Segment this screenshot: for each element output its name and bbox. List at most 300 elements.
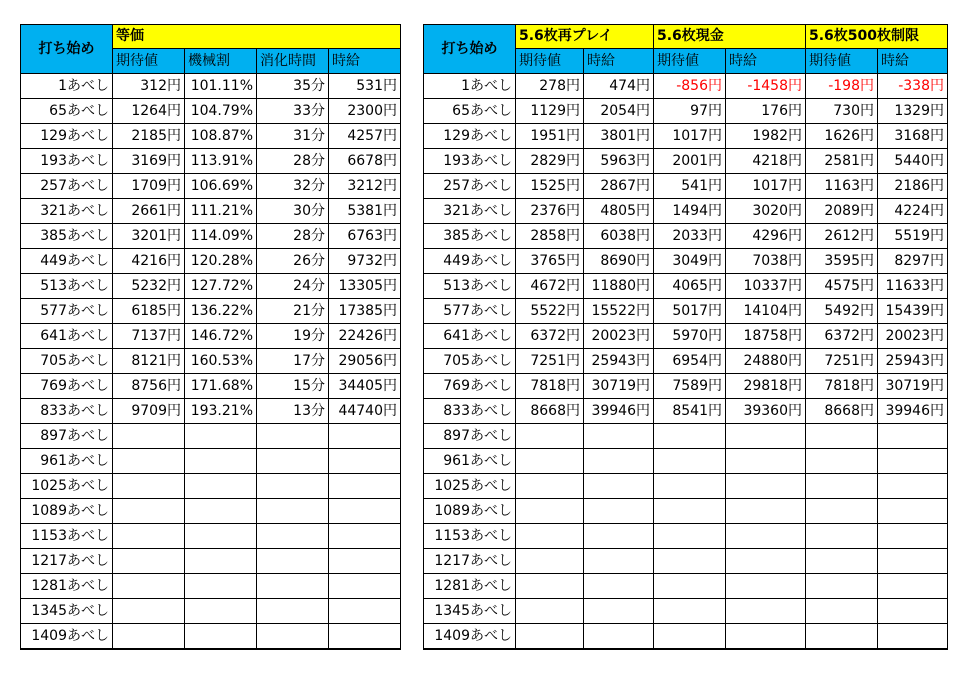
table-row bbox=[424, 549, 948, 574]
row-label: 129あべし bbox=[21, 124, 113, 149]
table-row bbox=[21, 124, 401, 149]
group-header-equal: 等価 bbox=[113, 25, 401, 49]
row-label: 1025あべし bbox=[21, 474, 113, 499]
table-cell: 1626円 bbox=[806, 124, 878, 149]
table-cell: 18758円 bbox=[726, 324, 806, 349]
table-row bbox=[21, 149, 401, 174]
table-cell: 2089円 bbox=[806, 199, 878, 224]
table-cell: 20023円 bbox=[878, 324, 948, 349]
table-cell: 1951円 bbox=[516, 124, 584, 149]
table-cell bbox=[257, 499, 329, 524]
row-label: 321あべし bbox=[424, 199, 516, 224]
start-header: 打ち始め bbox=[424, 25, 516, 74]
table-cell: 6954円 bbox=[654, 349, 726, 374]
table-cell: 1163円 bbox=[806, 174, 878, 199]
table-cell: -338円 bbox=[878, 74, 948, 99]
table-row bbox=[424, 474, 948, 499]
table-cell: 278円 bbox=[516, 74, 584, 99]
table-cell bbox=[185, 574, 257, 599]
table-cell: 2033円 bbox=[654, 224, 726, 249]
table-row bbox=[424, 599, 948, 624]
table-cell: 7038円 bbox=[726, 249, 806, 274]
table-cell: 2054円 bbox=[584, 99, 654, 124]
table-cell bbox=[257, 549, 329, 574]
table-cell: 5440円 bbox=[878, 149, 948, 174]
table-cell bbox=[185, 624, 257, 650]
table-cell bbox=[329, 624, 401, 650]
table-cell: 17385円 bbox=[329, 299, 401, 324]
table-cell: 3201円 bbox=[113, 224, 185, 249]
table-row bbox=[21, 624, 401, 650]
table-cell bbox=[185, 474, 257, 499]
table-cell: 5522円 bbox=[516, 299, 584, 324]
row-label: 577あべし bbox=[424, 299, 516, 324]
table-cell: 19分 bbox=[257, 324, 329, 349]
table-cell: 106.69% bbox=[185, 174, 257, 199]
table-cell: 2581円 bbox=[806, 149, 878, 174]
row-label: 193あべし bbox=[424, 149, 516, 174]
row-label: 961あべし bbox=[21, 449, 113, 474]
table-cell bbox=[329, 574, 401, 599]
table-cell bbox=[257, 624, 329, 650]
row-label: 65あべし bbox=[424, 99, 516, 124]
table-row bbox=[424, 249, 948, 274]
table-cell bbox=[185, 524, 257, 549]
group-header: 5.6枚500枚制限 bbox=[806, 25, 948, 49]
row-label: 257あべし bbox=[21, 174, 113, 199]
table-cell: 3169円 bbox=[113, 149, 185, 174]
table-cell bbox=[726, 449, 806, 474]
table-cell: 33分 bbox=[257, 99, 329, 124]
table-cell: 6678円 bbox=[329, 149, 401, 174]
table-cell: 4805円 bbox=[584, 199, 654, 224]
table-cell: 4216円 bbox=[113, 249, 185, 274]
table-cell: 5381円 bbox=[329, 199, 401, 224]
table-row bbox=[424, 274, 948, 299]
table-cell: 113.91% bbox=[185, 149, 257, 174]
table-cell bbox=[654, 599, 726, 624]
table-cell: 7589円 bbox=[654, 374, 726, 399]
column-header: 時給 bbox=[584, 49, 654, 74]
table-cell bbox=[113, 624, 185, 650]
table-cell: 3049円 bbox=[654, 249, 726, 274]
row-label: 577あべし bbox=[21, 299, 113, 324]
table-row bbox=[424, 149, 948, 174]
table-cell: 1525円 bbox=[516, 174, 584, 199]
group-header: 5.6枚再プレイ bbox=[516, 25, 654, 49]
table-cell: 25943円 bbox=[878, 349, 948, 374]
table-cell: 39946円 bbox=[584, 399, 654, 424]
table-cell: 312円 bbox=[113, 74, 185, 99]
table-cell: 3212円 bbox=[329, 174, 401, 199]
row-label: 65あべし bbox=[21, 99, 113, 124]
table-row bbox=[21, 524, 401, 549]
table-cell bbox=[806, 474, 878, 499]
table-cell bbox=[584, 449, 654, 474]
table-cell bbox=[584, 574, 654, 599]
table-cell bbox=[329, 549, 401, 574]
row-label: 1409あべし bbox=[21, 624, 113, 650]
row-label: 449あべし bbox=[21, 249, 113, 274]
table-cell: 2300円 bbox=[329, 99, 401, 124]
table-cell: 8756円 bbox=[113, 374, 185, 399]
table-row bbox=[424, 424, 948, 449]
table-cell: 160.53% bbox=[185, 349, 257, 374]
table-cell: 2829円 bbox=[516, 149, 584, 174]
table-cell bbox=[806, 599, 878, 624]
row-label: 1089あべし bbox=[424, 499, 516, 524]
table-row bbox=[424, 324, 948, 349]
table-row bbox=[424, 299, 948, 324]
table-cell: 5017円 bbox=[654, 299, 726, 324]
table-cell: 17分 bbox=[257, 349, 329, 374]
row-label: 1153あべし bbox=[21, 524, 113, 549]
table-cell: 31分 bbox=[257, 124, 329, 149]
table-cell: 5970円 bbox=[654, 324, 726, 349]
table-cell: 2185円 bbox=[113, 124, 185, 149]
table-cell bbox=[329, 499, 401, 524]
table-cell: 4218円 bbox=[726, 149, 806, 174]
table-cell bbox=[654, 499, 726, 524]
table-cell: 541円 bbox=[654, 174, 726, 199]
table-cell bbox=[726, 499, 806, 524]
table-cell: 8668円 bbox=[516, 399, 584, 424]
header-row bbox=[424, 25, 948, 49]
table-row bbox=[21, 374, 401, 399]
table-cell: 101.11% bbox=[185, 74, 257, 99]
table-cell: 3168円 bbox=[878, 124, 948, 149]
table-row bbox=[21, 399, 401, 424]
table-cell bbox=[726, 624, 806, 650]
table-row bbox=[21, 474, 401, 499]
table-cell: 15522円 bbox=[584, 299, 654, 324]
table-cell bbox=[516, 624, 584, 650]
table-cell bbox=[113, 424, 185, 449]
table-cell: 3765円 bbox=[516, 249, 584, 274]
table-cell: 1982円 bbox=[726, 124, 806, 149]
table-cell: 28分 bbox=[257, 224, 329, 249]
column-header: 時給 bbox=[726, 49, 806, 74]
table-cell: 1264円 bbox=[113, 99, 185, 124]
table-cell: 20023円 bbox=[584, 324, 654, 349]
table-cell: 8668円 bbox=[806, 399, 878, 424]
table-cell: 39360円 bbox=[726, 399, 806, 424]
table-cell: 6038円 bbox=[584, 224, 654, 249]
row-label: 1089あべし bbox=[21, 499, 113, 524]
table-cell bbox=[654, 474, 726, 499]
table-cell bbox=[257, 524, 329, 549]
table-cell: 2612円 bbox=[806, 224, 878, 249]
table-cell: 7818円 bbox=[806, 374, 878, 399]
table-cell: 4672円 bbox=[516, 274, 584, 299]
table-cell bbox=[257, 599, 329, 624]
row-label: 513あべし bbox=[21, 274, 113, 299]
table-cell: 97円 bbox=[654, 99, 726, 124]
table-row bbox=[424, 624, 948, 650]
table-cell: 127.72% bbox=[185, 274, 257, 299]
table-row bbox=[424, 349, 948, 374]
table-cell: -856円 bbox=[654, 74, 726, 99]
table-cell bbox=[584, 499, 654, 524]
row-label: 1345あべし bbox=[21, 599, 113, 624]
table-cell: 2376円 bbox=[516, 199, 584, 224]
table-cell: 2186円 bbox=[878, 174, 948, 199]
table-row bbox=[424, 499, 948, 524]
table-cell bbox=[806, 524, 878, 549]
table-cell bbox=[516, 499, 584, 524]
table-cell bbox=[584, 474, 654, 499]
column-header: 時給 bbox=[329, 49, 401, 74]
table-cell: 13分 bbox=[257, 399, 329, 424]
table-row bbox=[424, 199, 948, 224]
table-cell: 1017円 bbox=[654, 124, 726, 149]
table-cell bbox=[113, 549, 185, 574]
table-cell: 2867円 bbox=[584, 174, 654, 199]
table-cell: 171.68% bbox=[185, 374, 257, 399]
table-cell bbox=[726, 574, 806, 599]
table-cell bbox=[726, 424, 806, 449]
table-cell bbox=[878, 574, 948, 599]
table-cell: 21分 bbox=[257, 299, 329, 324]
table-cell: 3020円 bbox=[726, 199, 806, 224]
table-cell bbox=[113, 449, 185, 474]
table-cell bbox=[257, 574, 329, 599]
group-header: 5.6枚現金 bbox=[654, 25, 806, 49]
table-cell bbox=[329, 599, 401, 624]
row-label: 897あべし bbox=[424, 424, 516, 449]
table-cell: 30分 bbox=[257, 199, 329, 224]
row-label: 833あべし bbox=[21, 399, 113, 424]
table-cell bbox=[185, 599, 257, 624]
table-cell: 13305円 bbox=[329, 274, 401, 299]
table-cell: -198円 bbox=[806, 74, 878, 99]
table-row bbox=[424, 74, 948, 99]
start-header: 打ち始め bbox=[21, 25, 113, 74]
row-label: 641あべし bbox=[424, 324, 516, 349]
row-label: 961あべし bbox=[424, 449, 516, 474]
table-cell bbox=[878, 624, 948, 650]
table-cell: 11880円 bbox=[584, 274, 654, 299]
column-header: 期待値 bbox=[806, 49, 878, 74]
table-cell bbox=[654, 524, 726, 549]
table-cell: 10337円 bbox=[726, 274, 806, 299]
row-label: 1217あべし bbox=[21, 549, 113, 574]
table-cell bbox=[516, 449, 584, 474]
table-cell bbox=[113, 599, 185, 624]
row-label: 321あべし bbox=[21, 199, 113, 224]
table-cell: 4224円 bbox=[878, 199, 948, 224]
table-cell: 1329円 bbox=[878, 99, 948, 124]
row-label: 1217あべし bbox=[424, 549, 516, 574]
table-row bbox=[21, 174, 401, 199]
row-label: 1345あべし bbox=[424, 599, 516, 624]
table-cell bbox=[113, 524, 185, 549]
table-cell: 11633円 bbox=[878, 274, 948, 299]
exchange-rate-table bbox=[423, 24, 948, 650]
table-row bbox=[21, 424, 401, 449]
table-row bbox=[21, 224, 401, 249]
table-row bbox=[21, 449, 401, 474]
table-row bbox=[21, 599, 401, 624]
table-cell: 2858円 bbox=[516, 224, 584, 249]
table-cell: 8297円 bbox=[878, 249, 948, 274]
table-row bbox=[21, 549, 401, 574]
table-cell: 5519円 bbox=[878, 224, 948, 249]
table-row bbox=[424, 524, 948, 549]
table-cell: 4575円 bbox=[806, 274, 878, 299]
column-header: 期待値 bbox=[654, 49, 726, 74]
row-label: 385あべし bbox=[424, 224, 516, 249]
table-cell bbox=[185, 549, 257, 574]
table-cell bbox=[516, 524, 584, 549]
table-cell: -1458円 bbox=[726, 74, 806, 99]
column-header: 期待値 bbox=[516, 49, 584, 74]
table-row bbox=[21, 324, 401, 349]
table-row bbox=[21, 74, 401, 99]
table-cell bbox=[654, 624, 726, 650]
table-cell bbox=[878, 424, 948, 449]
table-cell bbox=[878, 599, 948, 624]
table-cell: 9732円 bbox=[329, 249, 401, 274]
table-cell: 30719円 bbox=[878, 374, 948, 399]
row-label: 129あべし bbox=[424, 124, 516, 149]
row-label: 449あべし bbox=[424, 249, 516, 274]
table-cell bbox=[584, 599, 654, 624]
table-cell: 7818円 bbox=[516, 374, 584, 399]
table-cell: 35分 bbox=[257, 74, 329, 99]
row-label: 193あべし bbox=[21, 149, 113, 174]
table-cell: 730円 bbox=[806, 99, 878, 124]
table-cell: 146.72% bbox=[185, 324, 257, 349]
table-cell bbox=[806, 574, 878, 599]
table-cell bbox=[185, 499, 257, 524]
table-cell: 29818円 bbox=[726, 374, 806, 399]
table-cell: 120.28% bbox=[185, 249, 257, 274]
table-cell bbox=[329, 449, 401, 474]
row-label: 1025あべし bbox=[424, 474, 516, 499]
table-cell: 39946円 bbox=[878, 399, 948, 424]
table-cell: 4296円 bbox=[726, 224, 806, 249]
table-row bbox=[21, 99, 401, 124]
table-row bbox=[424, 174, 948, 199]
table-cell: 9709円 bbox=[113, 399, 185, 424]
table-cell bbox=[584, 524, 654, 549]
table-cell: 108.87% bbox=[185, 124, 257, 149]
table-cell: 8541円 bbox=[654, 399, 726, 424]
table-row bbox=[21, 299, 401, 324]
table-cell: 7251円 bbox=[806, 349, 878, 374]
table-cell bbox=[257, 474, 329, 499]
table-cell: 7251円 bbox=[516, 349, 584, 374]
row-label: 1281あべし bbox=[424, 574, 516, 599]
table-cell: 24880円 bbox=[726, 349, 806, 374]
table-row bbox=[21, 249, 401, 274]
table-row bbox=[424, 574, 948, 599]
table-cell: 176円 bbox=[726, 99, 806, 124]
table-cell: 26分 bbox=[257, 249, 329, 274]
table-cell: 6372円 bbox=[806, 324, 878, 349]
table-cell bbox=[329, 474, 401, 499]
table-cell: 1709円 bbox=[113, 174, 185, 199]
table-row bbox=[424, 374, 948, 399]
table-cell bbox=[329, 424, 401, 449]
table-cell bbox=[516, 574, 584, 599]
header-row bbox=[21, 25, 401, 49]
table-cell: 44740円 bbox=[329, 399, 401, 424]
table-cell bbox=[806, 624, 878, 650]
table-cell: 5232円 bbox=[113, 274, 185, 299]
table-cell bbox=[654, 549, 726, 574]
row-label: 897あべし bbox=[21, 424, 113, 449]
table-cell: 474円 bbox=[584, 74, 654, 99]
table-cell bbox=[257, 449, 329, 474]
table-cell bbox=[806, 449, 878, 474]
table-cell: 29056円 bbox=[329, 349, 401, 374]
row-label: 769あべし bbox=[21, 374, 113, 399]
table-cell: 104.79% bbox=[185, 99, 257, 124]
table-cell: 24分 bbox=[257, 274, 329, 299]
table-cell: 1129円 bbox=[516, 99, 584, 124]
table-cell: 25943円 bbox=[584, 349, 654, 374]
row-label: 1281あべし bbox=[21, 574, 113, 599]
table-cell bbox=[329, 524, 401, 549]
row-label: 1あべし bbox=[21, 74, 113, 99]
table-cell bbox=[726, 474, 806, 499]
row-label: 513あべし bbox=[424, 274, 516, 299]
row-label: 257あべし bbox=[424, 174, 516, 199]
table-cell bbox=[584, 549, 654, 574]
table-cell: 1494円 bbox=[654, 199, 726, 224]
table-cell bbox=[878, 524, 948, 549]
row-label: 705あべし bbox=[424, 349, 516, 374]
row-label: 833あべし bbox=[424, 399, 516, 424]
table-cell bbox=[516, 474, 584, 499]
table-row bbox=[21, 574, 401, 599]
table-cell: 1017円 bbox=[726, 174, 806, 199]
table-cell bbox=[878, 474, 948, 499]
column-header: 機械割 bbox=[185, 49, 257, 74]
table-row bbox=[424, 99, 948, 124]
table-cell bbox=[806, 549, 878, 574]
table-cell: 4257円 bbox=[329, 124, 401, 149]
table-cell bbox=[185, 449, 257, 474]
table-row bbox=[21, 274, 401, 299]
table-cell: 531円 bbox=[329, 74, 401, 99]
table-cell: 15439円 bbox=[878, 299, 948, 324]
table-row bbox=[424, 124, 948, 149]
table-cell: 2001円 bbox=[654, 149, 726, 174]
table-cell bbox=[584, 624, 654, 650]
table-cell: 5963円 bbox=[584, 149, 654, 174]
column-header: 消化時間 bbox=[257, 49, 329, 74]
table-cell: 136.22% bbox=[185, 299, 257, 324]
table-cell: 6372円 bbox=[516, 324, 584, 349]
table-cell: 15分 bbox=[257, 374, 329, 399]
table-cell bbox=[516, 424, 584, 449]
table-row bbox=[424, 449, 948, 474]
table-cell bbox=[878, 449, 948, 474]
equal-exchange-table bbox=[20, 24, 401, 650]
table-cell: 6185円 bbox=[113, 299, 185, 324]
row-label: 1あべし bbox=[424, 74, 516, 99]
table-cell bbox=[878, 549, 948, 574]
table-cell: 7137円 bbox=[113, 324, 185, 349]
table-cell: 6763円 bbox=[329, 224, 401, 249]
row-label: 1153あべし bbox=[424, 524, 516, 549]
table-cell bbox=[113, 574, 185, 599]
table-row bbox=[21, 199, 401, 224]
table-cell bbox=[257, 424, 329, 449]
